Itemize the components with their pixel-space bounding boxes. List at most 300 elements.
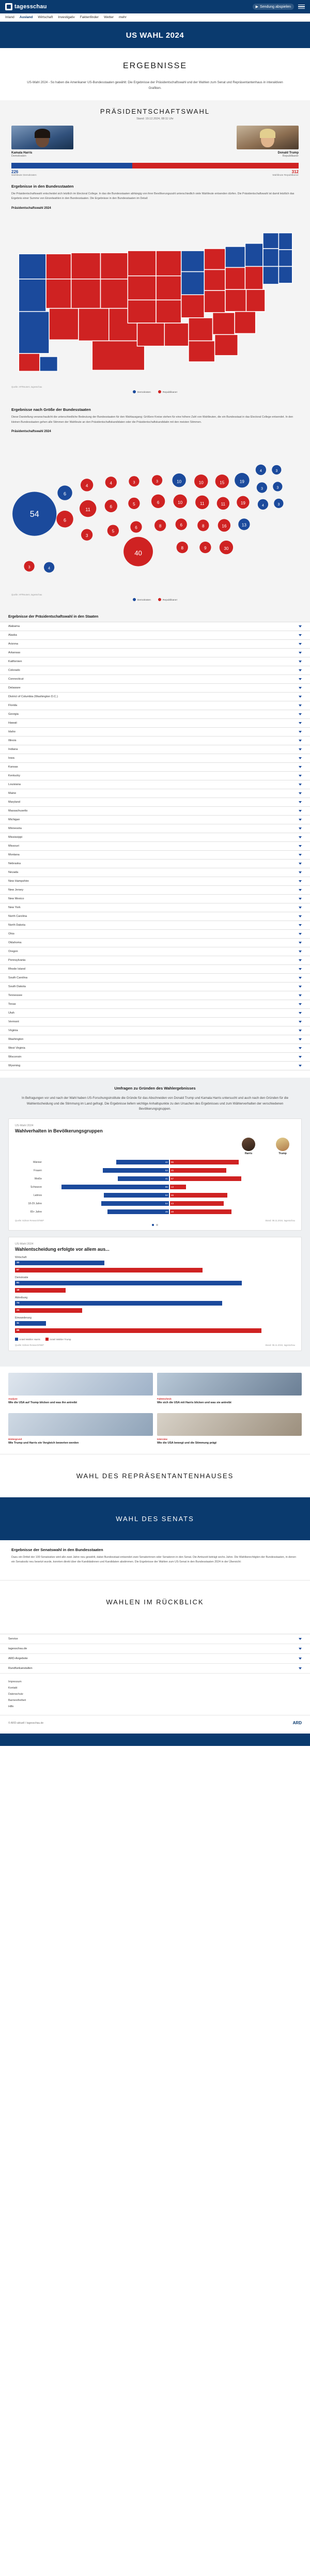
state-accordion-row[interactable] xyxy=(0,983,310,991)
chart2-legend-trump: Anteil Wähler Trump xyxy=(49,1338,71,1341)
state-name: New Hampshire xyxy=(8,880,29,883)
state-name: Georgia xyxy=(8,713,19,716)
map1-label: Präsidentschaftswahl 2024 xyxy=(11,206,51,210)
svg-text:3: 3 xyxy=(277,502,280,507)
chevron-down-icon xyxy=(299,836,302,838)
carousel-dots[interactable] xyxy=(15,1222,295,1226)
chart1-bar-harris: 52 xyxy=(104,1193,169,1198)
state-accordion-row[interactable] xyxy=(0,965,310,974)
chart2-bars xyxy=(15,1256,295,1335)
state-name: Montana xyxy=(8,853,20,857)
teaser-title: Wie sich die USA mit Harris blicken und was sie antreibt xyxy=(157,1401,231,1404)
state-name: Washington xyxy=(8,1038,24,1041)
chevron-down-icon xyxy=(299,1667,302,1669)
teaser-kicker: Interview xyxy=(157,1438,167,1441)
chart2-group-label: Abtreibung xyxy=(15,1296,28,1299)
chevron-down-icon xyxy=(299,819,302,821)
chart1-bar-harris: 86 xyxy=(61,1185,169,1189)
chevron-down-icon xyxy=(299,634,302,636)
svg-text:3: 3 xyxy=(85,533,88,538)
svg-text:30: 30 xyxy=(224,546,229,551)
chevron-down-icon xyxy=(299,924,302,926)
ergebnisse-section xyxy=(0,48,310,76)
ergebnisse-intro: US-Wahl 2024 - So haben die Amerikaner US-Bundesstaaten gewählt: Die Ergebnisse der Präsidentschaftswahl und der Wahlen zum Senat und Repräsentantenhaus in interaktiven Grafiken. xyxy=(27,81,283,90)
candidate-harris xyxy=(11,126,73,158)
svg-text:6: 6 xyxy=(180,523,182,528)
chart1-kicker: US-Wahl 2024 xyxy=(15,1124,34,1127)
chevron-down-icon xyxy=(299,625,302,627)
chart1-row xyxy=(15,1200,295,1208)
copyright: © ARD-aktuell / tagesschau.de xyxy=(8,1721,44,1725)
footer-accordion-row[interactable] xyxy=(0,1654,310,1664)
chart2-bar-trump: 67 xyxy=(15,1268,203,1272)
state-accordion-row[interactable] xyxy=(0,1000,310,1009)
chart1-bar-harris: 42 xyxy=(116,1160,169,1164)
chart2-group xyxy=(15,1316,295,1335)
chevron-down-icon xyxy=(299,704,302,707)
menu-icon[interactable] xyxy=(298,5,305,9)
teaser-row-2 xyxy=(0,1413,310,1454)
state-name: Iowa xyxy=(8,757,14,760)
chart2-row xyxy=(15,1287,295,1294)
senat-results-title: Ergebnisse der Senatswahl in den Bundesstaaten xyxy=(11,1547,103,1552)
nav-item-inland[interactable]: Inland xyxy=(5,16,14,19)
chart2-bar-trump: 88 xyxy=(15,1328,261,1333)
state-accordion-row[interactable] xyxy=(0,728,310,737)
electoral-bar xyxy=(0,158,310,177)
us-bubble-map[interactable] xyxy=(0,435,310,592)
chart1-bar-trump: 13 xyxy=(170,1185,186,1189)
footer-accordion-row[interactable] xyxy=(0,1634,310,1644)
chevron-down-icon xyxy=(299,661,302,663)
svg-text:4: 4 xyxy=(110,481,113,486)
state-accordion-row[interactable] xyxy=(0,780,310,789)
chevron-down-icon xyxy=(299,880,302,882)
state-accordion-row[interactable] xyxy=(0,675,310,684)
state-accordion-row[interactable] xyxy=(0,640,310,649)
svg-text:6: 6 xyxy=(157,500,160,505)
chevron-down-icon xyxy=(299,1021,302,1023)
nav-item-wetter[interactable]: Wetter xyxy=(103,16,114,19)
chevron-down-icon xyxy=(299,854,302,856)
svg-text:4: 4 xyxy=(259,468,262,473)
chart1-bar-trump: 43 xyxy=(170,1201,224,1206)
chart2-legend-harris: Anteil Wähler Harris xyxy=(19,1338,40,1341)
chart2-bar-harris: 32 xyxy=(15,1261,104,1265)
state-accordion-row[interactable] xyxy=(0,912,310,921)
chart1-stand: Stand: 06.11.2024, tagesschau xyxy=(265,1219,295,1222)
size-results-text: Diese Darstellung veranschaulicht die unterschiedliche Bedeutung der Bundesstaaten für den Wahlausgang: Größere Kreise stehen für eine höhere Zahl von Wahlleuten, die ein Bundesstaat in das Electoral College entsendet. In den kleinen Bundesstaaten gehen alle Stimmen der Wahlleute an den Präsidentschaftskandidaten oder die Präsidentschaftskandidatin mit den meisten Stimmen. xyxy=(11,416,293,424)
state-name: Indiana xyxy=(8,748,18,752)
state-name: Delaware xyxy=(8,686,21,690)
chart1-source: Quelle: Edison Research/NEP xyxy=(15,1219,44,1222)
svg-text:5: 5 xyxy=(112,529,115,534)
nav-item-ausland[interactable]: Ausland xyxy=(19,16,33,19)
map2-legend xyxy=(0,596,310,608)
state-name: Nebraska xyxy=(8,862,21,866)
chevron-down-icon xyxy=(299,784,302,786)
state-name: Louisiana xyxy=(8,783,21,787)
chevron-down-icon xyxy=(299,1003,302,1005)
state-results-intro xyxy=(0,177,310,202)
chevron-down-icon xyxy=(299,757,302,759)
state-accordion-row[interactable] xyxy=(0,1009,310,1018)
state-name: New York xyxy=(8,906,21,910)
teaser-card[interactable] xyxy=(8,1373,153,1405)
teaser-kicker: Hintergrund xyxy=(8,1438,22,1441)
teaser-title: Wie Trump und Harris ein Vergleich bewerten werden xyxy=(8,1442,79,1445)
state-accordion-row[interactable] xyxy=(0,701,310,710)
state-results-title: Ergebnisse in den Bundesstaaten xyxy=(11,184,74,189)
chart1-title: Wahlverhalten in Bevölkerungsgruppen xyxy=(15,1128,103,1133)
state-accordion-row[interactable] xyxy=(0,824,310,833)
state-name: Texas xyxy=(8,1003,16,1006)
footer-accordion-row[interactable] xyxy=(0,1644,310,1654)
chevron-down-icon xyxy=(299,942,302,944)
state-name: Wyoming xyxy=(8,1064,21,1068)
svg-text:54: 54 xyxy=(29,510,39,519)
state-name: Pennsylvania xyxy=(8,959,26,962)
chart1-bar-trump: 49 xyxy=(170,1209,231,1214)
chevron-down-icon xyxy=(299,1047,302,1049)
state-accordion-row[interactable] xyxy=(0,947,310,956)
svg-text:11: 11 xyxy=(200,501,205,506)
chart2-row xyxy=(15,1320,295,1327)
chevron-down-icon xyxy=(299,1658,302,1660)
electors-trump: 312 xyxy=(291,170,299,175)
chevron-down-icon xyxy=(299,986,302,988)
chevron-down-icon xyxy=(299,1065,302,1067)
state-accordion-row[interactable] xyxy=(0,772,310,780)
state-accordion-row[interactable] xyxy=(0,1062,310,1070)
svg-text:19: 19 xyxy=(239,479,244,484)
state-accordion-row[interactable] xyxy=(0,895,310,903)
nav-item-investigativ[interactable]: Investigativ xyxy=(58,16,75,19)
map2-credit: Quelle: AP/Reuters, tagesschau xyxy=(11,593,42,596)
page-hero xyxy=(0,22,310,48)
svg-text:3: 3 xyxy=(156,479,159,484)
footer-link[interactable]: Barrierefreiheit xyxy=(8,1699,26,1703)
chart1-row xyxy=(15,1208,295,1216)
chevron-down-icon xyxy=(299,1648,302,1650)
chart1-bar-harris: 53 xyxy=(103,1168,169,1173)
footer-link[interactable]: Hilfe xyxy=(8,1705,14,1709)
state-accordion-row[interactable] xyxy=(0,1044,310,1053)
band-senat-label: WAHL DES SENATS xyxy=(116,1514,194,1523)
state-accordion-row[interactable] xyxy=(0,877,310,886)
chevron-down-icon xyxy=(299,933,302,935)
state-name: Vermont xyxy=(8,1020,19,1024)
state-accordion-row[interactable] xyxy=(0,649,310,657)
state-accordion-row[interactable] xyxy=(0,816,310,824)
svg-text:6: 6 xyxy=(110,504,113,509)
chevron-down-icon xyxy=(299,775,302,777)
state-name: Michigan xyxy=(8,818,20,822)
footer-link[interactable]: Impressum xyxy=(8,1680,22,1684)
state-name: Tennessee xyxy=(8,994,23,998)
state-name: Kentucky xyxy=(8,774,21,778)
state-name: South Carolina xyxy=(8,976,28,980)
state-name: Florida xyxy=(8,704,18,708)
chart2-bar-trump: 18 xyxy=(15,1288,66,1293)
teaser-title: Wie die USA bewegt und die Stimmung prägt xyxy=(157,1442,217,1445)
footer-accordion-label: tagesschau.de xyxy=(8,1647,27,1651)
chart1-row xyxy=(15,1183,295,1191)
chart2-bar-harris: 11 xyxy=(15,1321,46,1326)
state-name: Kansas xyxy=(8,765,18,769)
size-results-title: Ergebnisse nach Größe der Bundesstaaten xyxy=(11,407,91,412)
chevron-down-icon xyxy=(299,669,302,671)
us-choropleth-map[interactable] xyxy=(0,212,310,385)
chevron-down-icon xyxy=(299,950,302,953)
chevron-down-icon xyxy=(299,731,302,733)
teaser-image xyxy=(8,1373,153,1396)
state-name: New Jersey xyxy=(8,888,24,892)
svg-text:10: 10 xyxy=(178,500,183,505)
chart2-group xyxy=(15,1296,295,1314)
svg-text:9: 9 xyxy=(204,545,207,550)
chart1-row-label: 18-29 Jahre xyxy=(28,1202,42,1205)
chart2-row xyxy=(15,1300,295,1307)
chart1-bar-harris: 49 xyxy=(107,1209,169,1214)
state-accordion-row[interactable] xyxy=(0,956,310,965)
svg-text:4: 4 xyxy=(261,503,264,508)
chart1-bar-harris: 54 xyxy=(101,1201,169,1206)
state-accordion-row[interactable] xyxy=(0,833,310,842)
candidate-photo xyxy=(11,126,73,149)
footer-accordion-label: ARD-Angebote xyxy=(8,1657,28,1661)
teaser-card[interactable] xyxy=(8,1413,153,1446)
states-accordion-heading: Ergebnisse der Präsidentschaftswahl in den Staaten xyxy=(8,615,99,619)
state-name: Massachusetts xyxy=(8,809,28,813)
chart1-row-label: 65+ Jahre xyxy=(30,1210,42,1214)
state-accordion-row[interactable] xyxy=(0,754,310,763)
state-name: Virginia xyxy=(8,1029,18,1033)
trump-avatar xyxy=(276,1138,289,1151)
chevron-down-icon xyxy=(299,871,302,873)
electoral-legend-right: Wahlleute Republikaner xyxy=(272,174,299,177)
chart2-kicker: US-Wahl 2024 xyxy=(15,1242,34,1246)
state-accordion-row[interactable] xyxy=(0,886,310,895)
band-repraesentantenhaus-label: WAHL DES REPRÄSENTANTENHAUSES xyxy=(76,1471,234,1480)
state-accordion-row[interactable] xyxy=(0,710,310,719)
nav-item-faktenfinder[interactable]: Faktenfinder xyxy=(80,16,99,19)
chevron-down-icon xyxy=(299,810,302,812)
svg-text:19: 19 xyxy=(240,500,245,505)
chevron-down-icon xyxy=(299,643,302,645)
teaser-title: Wie die USA auf Trump blicken und was ihn antreibt xyxy=(8,1401,78,1404)
chart1-bars xyxy=(15,1158,295,1216)
state-results-text: Die Präsidentschaftswahl entscheidet sich letztlich im Electoral College. In das die Bundesstaaten abhängig von ihrer Bevölkerungszahl unterschiedlich viele Wahlleute entsenden dürfen. Die Präsidentschaftswahl ist damit letztlich das Ergebnis einer Summe von Einzelwahlen in den Bundesstaaten. Die Ergebnisse in den Bundesstaaten im Detail: xyxy=(11,192,295,201)
state-accordion-row[interactable] xyxy=(0,657,310,666)
svg-text:13: 13 xyxy=(241,523,246,528)
legend-republikaner: Republikaner xyxy=(162,391,178,394)
map2-label: Präsidentschaftswahl 2024 xyxy=(11,430,51,433)
state-name: South Dakota xyxy=(8,985,26,989)
svg-text:4: 4 xyxy=(85,483,88,488)
svg-text:8: 8 xyxy=(181,545,183,550)
chevron-down-icon xyxy=(299,801,302,803)
chevron-down-icon xyxy=(299,898,302,900)
chevron-down-icon xyxy=(299,959,302,961)
candidate-party: Demokraten xyxy=(11,155,26,158)
state-name: North Dakota xyxy=(8,924,25,927)
harris-avatar xyxy=(242,1138,255,1151)
svg-text:10: 10 xyxy=(177,479,182,484)
praesidentschaftswahl-heading: PRÄSIDENTSCHAFTSWAHL xyxy=(100,108,210,116)
state-accordion-row[interactable] xyxy=(0,798,310,807)
state-accordion-row[interactable] xyxy=(0,666,310,675)
brand-logo[interactable] xyxy=(5,3,47,10)
state-accordion-row[interactable] xyxy=(0,903,310,912)
svg-text:5: 5 xyxy=(133,501,135,507)
chart1-row xyxy=(15,1175,295,1183)
states-accordion xyxy=(0,622,310,1070)
chevron-down-icon xyxy=(299,678,302,680)
play-icon: ▶ xyxy=(255,5,259,9)
chevron-down-icon xyxy=(299,696,302,698)
svg-text:3: 3 xyxy=(276,485,279,490)
chart-card-wahlverhalten xyxy=(8,1118,302,1231)
state-name: Idaho xyxy=(8,730,16,734)
state-accordion-row[interactable] xyxy=(0,693,310,701)
state-accordion-row[interactable] xyxy=(0,1026,310,1035)
state-accordion-row[interactable] xyxy=(0,684,310,693)
chart1-bar-trump: 46 xyxy=(170,1193,227,1198)
brand-name: tagesschau xyxy=(14,4,47,10)
state-accordion-row[interactable] xyxy=(0,631,310,640)
play-broadcast-button[interactable] xyxy=(253,4,294,10)
svg-text:16: 16 xyxy=(222,524,227,529)
teaser-image xyxy=(8,1413,153,1436)
chevron-down-icon xyxy=(299,766,302,768)
chevron-down-icon xyxy=(299,1012,302,1014)
legend-demokraten: Demokraten xyxy=(137,599,151,602)
state-accordion-row[interactable] xyxy=(0,1018,310,1026)
state-accordion-row[interactable] xyxy=(0,789,310,798)
svg-text:3: 3 xyxy=(28,565,30,570)
teaser-card[interactable] xyxy=(157,1373,302,1405)
praesidentschaftswahl-timestamp: Stand: 19.12.2024, 08:11 Uhr xyxy=(136,117,174,121)
carousel-dot-1[interactable] xyxy=(152,1224,154,1226)
chevron-down-icon xyxy=(299,748,302,750)
state-accordion-row[interactable] xyxy=(0,1053,310,1062)
candidate-row xyxy=(0,120,310,158)
page-title: US WAHL 2024 xyxy=(126,31,184,40)
carousel-dot-2[interactable] xyxy=(156,1224,158,1226)
chart2-stand: Stand: 06.11.2024, tagesschau xyxy=(265,1343,295,1346)
svg-text:6: 6 xyxy=(64,491,67,497)
chevron-down-icon xyxy=(299,889,302,891)
chart1-row-label: Frauen xyxy=(34,1169,42,1172)
footer-accordion-label: Rundfunkanstalten xyxy=(8,1667,33,1670)
state-name: Maine xyxy=(8,792,17,795)
logo-icon xyxy=(5,3,12,10)
band-rueckblick xyxy=(0,1580,310,1623)
svg-text:15: 15 xyxy=(220,480,225,485)
chart2-row xyxy=(15,1307,295,1314)
state-accordion-row[interactable] xyxy=(0,737,310,745)
svg-text:40: 40 xyxy=(134,549,142,557)
chart1-row-label: Schwarze xyxy=(30,1185,42,1189)
chevron-down-icon xyxy=(299,652,302,654)
senat-results-text: Dazu ein Drittel der 100 Senatssitze wird alle zwei Jahre neu gewählt, dabei Bundesstaat entsendet zwei Senatorinnen oder Senatoren in den Senat. Die Amtszeit beträgt sechs Jahre. Die Wahlberechtigten der Bundesstaaten, in denen ein Senatssitz neu besetzt wurde, konnten direkt über die Kandidatinnen und Kandidaten abstimmen. Die Ergebnisse der Wahlen zum US-Senat in den Bundesstaaten 2024 in der Übersicht: xyxy=(11,1555,297,1564)
state-accordion-row[interactable] xyxy=(0,763,310,772)
chart1-row xyxy=(15,1158,295,1167)
svg-text:3: 3 xyxy=(260,486,263,491)
svg-text:6: 6 xyxy=(135,525,137,530)
state-name: Arkansas xyxy=(8,651,21,655)
state-accordion-row[interactable] xyxy=(0,842,310,851)
svg-text:3: 3 xyxy=(133,480,135,485)
chart1-legend-harris: Harris xyxy=(238,1138,259,1155)
umfragen-heading: Umfragen zu Gründen des Wahlergebnisses xyxy=(114,1086,196,1091)
state-accordion-row[interactable] xyxy=(0,974,310,983)
state-accordion-row[interactable] xyxy=(0,930,310,939)
state-name: Rhode Island xyxy=(8,968,25,971)
nav-item-mehr[interactable]: mehr xyxy=(118,16,127,19)
teaser-kicker: Analyse xyxy=(8,1397,18,1400)
svg-text:8: 8 xyxy=(159,524,162,529)
state-name: Ohio xyxy=(8,932,14,936)
chevron-down-icon xyxy=(299,687,302,689)
state-accordion-row[interactable] xyxy=(0,1035,310,1044)
state-name: New Mexico xyxy=(8,897,24,901)
state-accordion-row[interactable] xyxy=(0,622,310,631)
legend-republikaner: Republikaner xyxy=(162,599,178,602)
svg-text:8: 8 xyxy=(202,524,205,529)
state-accordion-row[interactable] xyxy=(0,991,310,1000)
state-accordion-row[interactable] xyxy=(0,921,310,930)
footer-link[interactable]: Kontakt xyxy=(8,1686,18,1690)
chevron-down-icon xyxy=(299,863,302,865)
chart2-bar-trump: 24 xyxy=(15,1308,82,1313)
map1-credit: Quelle: AP/Reuters, tagesschau xyxy=(11,386,42,389)
footer-link[interactable]: Datenschutz xyxy=(8,1693,23,1696)
candidate-name: Kamala Harris xyxy=(11,151,33,155)
state-name: Maryland xyxy=(8,801,21,804)
teaser-row-1 xyxy=(0,1367,310,1414)
main-nav xyxy=(0,13,310,22)
state-accordion-row[interactable] xyxy=(0,868,310,877)
chart2-bar-harris: 81 xyxy=(15,1281,242,1285)
nav-item-wirtschaft[interactable]: Wirtschaft xyxy=(38,16,53,19)
chart2-row xyxy=(15,1327,295,1335)
candidate-party: Republikaner xyxy=(282,155,299,158)
state-name: Alabama xyxy=(8,625,20,628)
chevron-down-icon xyxy=(299,792,302,794)
state-name: Hawaii xyxy=(8,722,17,725)
teaser-card[interactable] xyxy=(157,1413,302,1446)
ergebnisse-heading: ERGEBNISSE xyxy=(122,62,188,70)
band-rueckblick-label: WAHLEN IM RÜCKBLICK xyxy=(106,1598,204,1606)
chart2-title: Wahlentscheidung erfolgte vor allem aus... xyxy=(15,1246,110,1252)
state-accordion-row[interactable] xyxy=(0,851,310,860)
svg-text:6: 6 xyxy=(64,517,67,523)
footer-accordion-row[interactable] xyxy=(0,1664,310,1674)
play-broadcast-label: Sendung abspielen xyxy=(260,5,291,9)
state-accordion-row[interactable] xyxy=(0,745,310,754)
chart2-group-label: Einwanderung xyxy=(15,1316,32,1320)
state-accordion-row[interactable] xyxy=(0,939,310,947)
footer-accordion-label: Service xyxy=(8,1637,18,1641)
state-name: Missouri xyxy=(8,845,19,848)
state-name: North Carolina xyxy=(8,915,27,918)
electors-harris: 226 xyxy=(11,170,19,175)
state-accordion-row[interactable] xyxy=(0,860,310,868)
state-accordion-row[interactable] xyxy=(0,807,310,816)
state-accordion-row[interactable] xyxy=(0,719,310,728)
